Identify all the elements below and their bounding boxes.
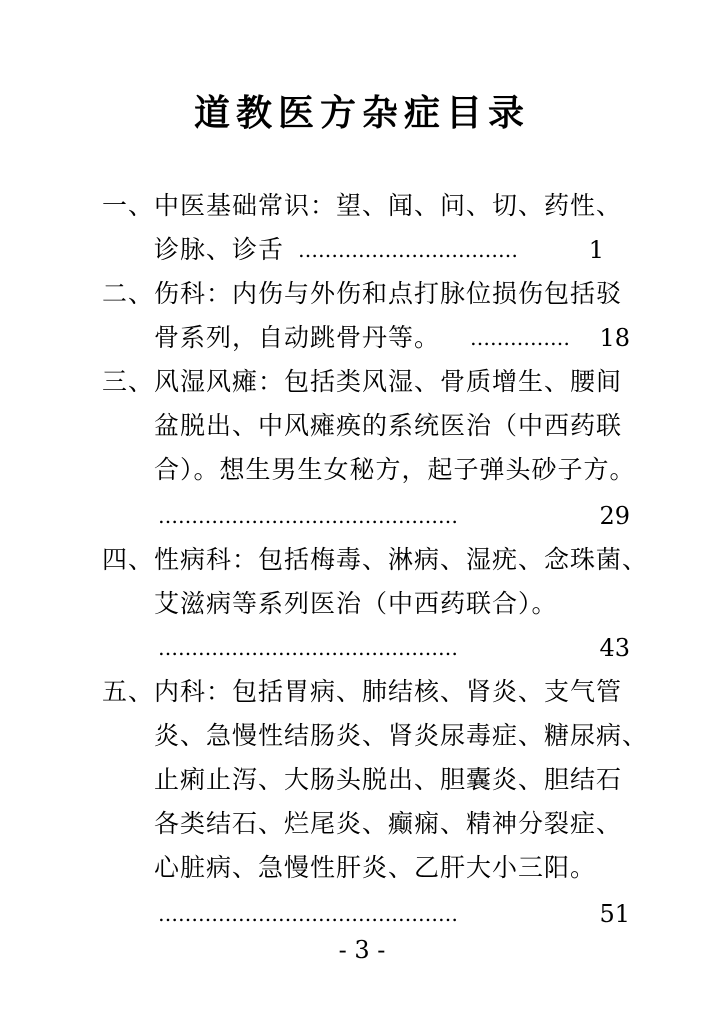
page-number: 1: [588, 236, 604, 264]
leader-dots: ………………………………………: [158, 636, 458, 660]
entry-text: 合）。想生男生女秘方，起子弹头砂子方。: [154, 455, 636, 484]
leader-dots: ……………: [470, 326, 570, 350]
toc-entry-line: [154, 320, 440, 356]
entry-text: 心脏病、急慢性肝炎、乙肝大小三阳。: [154, 853, 597, 882]
entry-number: 二、: [102, 279, 155, 308]
entry-number: 五、: [102, 677, 155, 706]
page-number: 18: [599, 324, 630, 352]
entry-text: 艾滋病等系列医治（中西药联合）。: [154, 589, 558, 618]
toc-entry-line: [154, 806, 622, 842]
page-number: 43: [599, 634, 630, 662]
leader-dots: ………………………………………: [158, 902, 458, 926]
leader-dots: ……………………………: [298, 238, 518, 262]
toc-entry-line: [154, 586, 558, 622]
entry-text: 伤科：内伤与外伤和点打脉位损伤包括驳: [154, 279, 623, 308]
entry-text: 风湿风瘫：包括类风湿、骨质增生、腰间: [154, 367, 623, 396]
entry-text: 止痢止泻、大肠头脱出、胆囊炎、胆结石: [154, 765, 623, 794]
toc-entry-line: [154, 232, 284, 268]
entry-text: 中医基础常识：望、闻、问、切、药性、: [154, 191, 623, 220]
toc-entry-line: [154, 718, 648, 754]
entry-text: 诊脉、诊舌: [154, 235, 285, 264]
toc-entry-line: [154, 850, 596, 886]
leader-dots: ………………………………………: [158, 504, 458, 528]
entry-text: 盆脱出、中风瘫痪的系统医治（中西药联: [154, 411, 623, 440]
entry-text: 各类结石、烂尾炎、癫痫、精神分裂症、: [154, 809, 623, 838]
page-number: 29: [599, 502, 630, 530]
entry-text: 骨系列，自动跳骨丹等。: [154, 323, 441, 352]
entry-text: 炎、急慢性结肠炎、肾炎尿毒症、糖尿病、: [154, 721, 649, 750]
entry-number: 一、: [102, 191, 155, 220]
page-number: 51: [599, 900, 630, 928]
entry-text: 性病科：包括梅毒、淋病、湿疣、念珠菌、: [154, 545, 649, 574]
toc-entry-line: [154, 762, 622, 798]
toc-entry-line: [154, 452, 636, 488]
toc-entry-line: [154, 408, 622, 444]
entry-text: 内科：包括胃病、肺结核、肾炎、支气管: [154, 677, 623, 706]
page-title: 道教医方杂症目录: [193, 93, 530, 134]
entry-number: 四、: [102, 545, 155, 574]
entry-number: 三、: [102, 367, 155, 396]
page-footer-number: - 3 -: [338, 936, 386, 964]
